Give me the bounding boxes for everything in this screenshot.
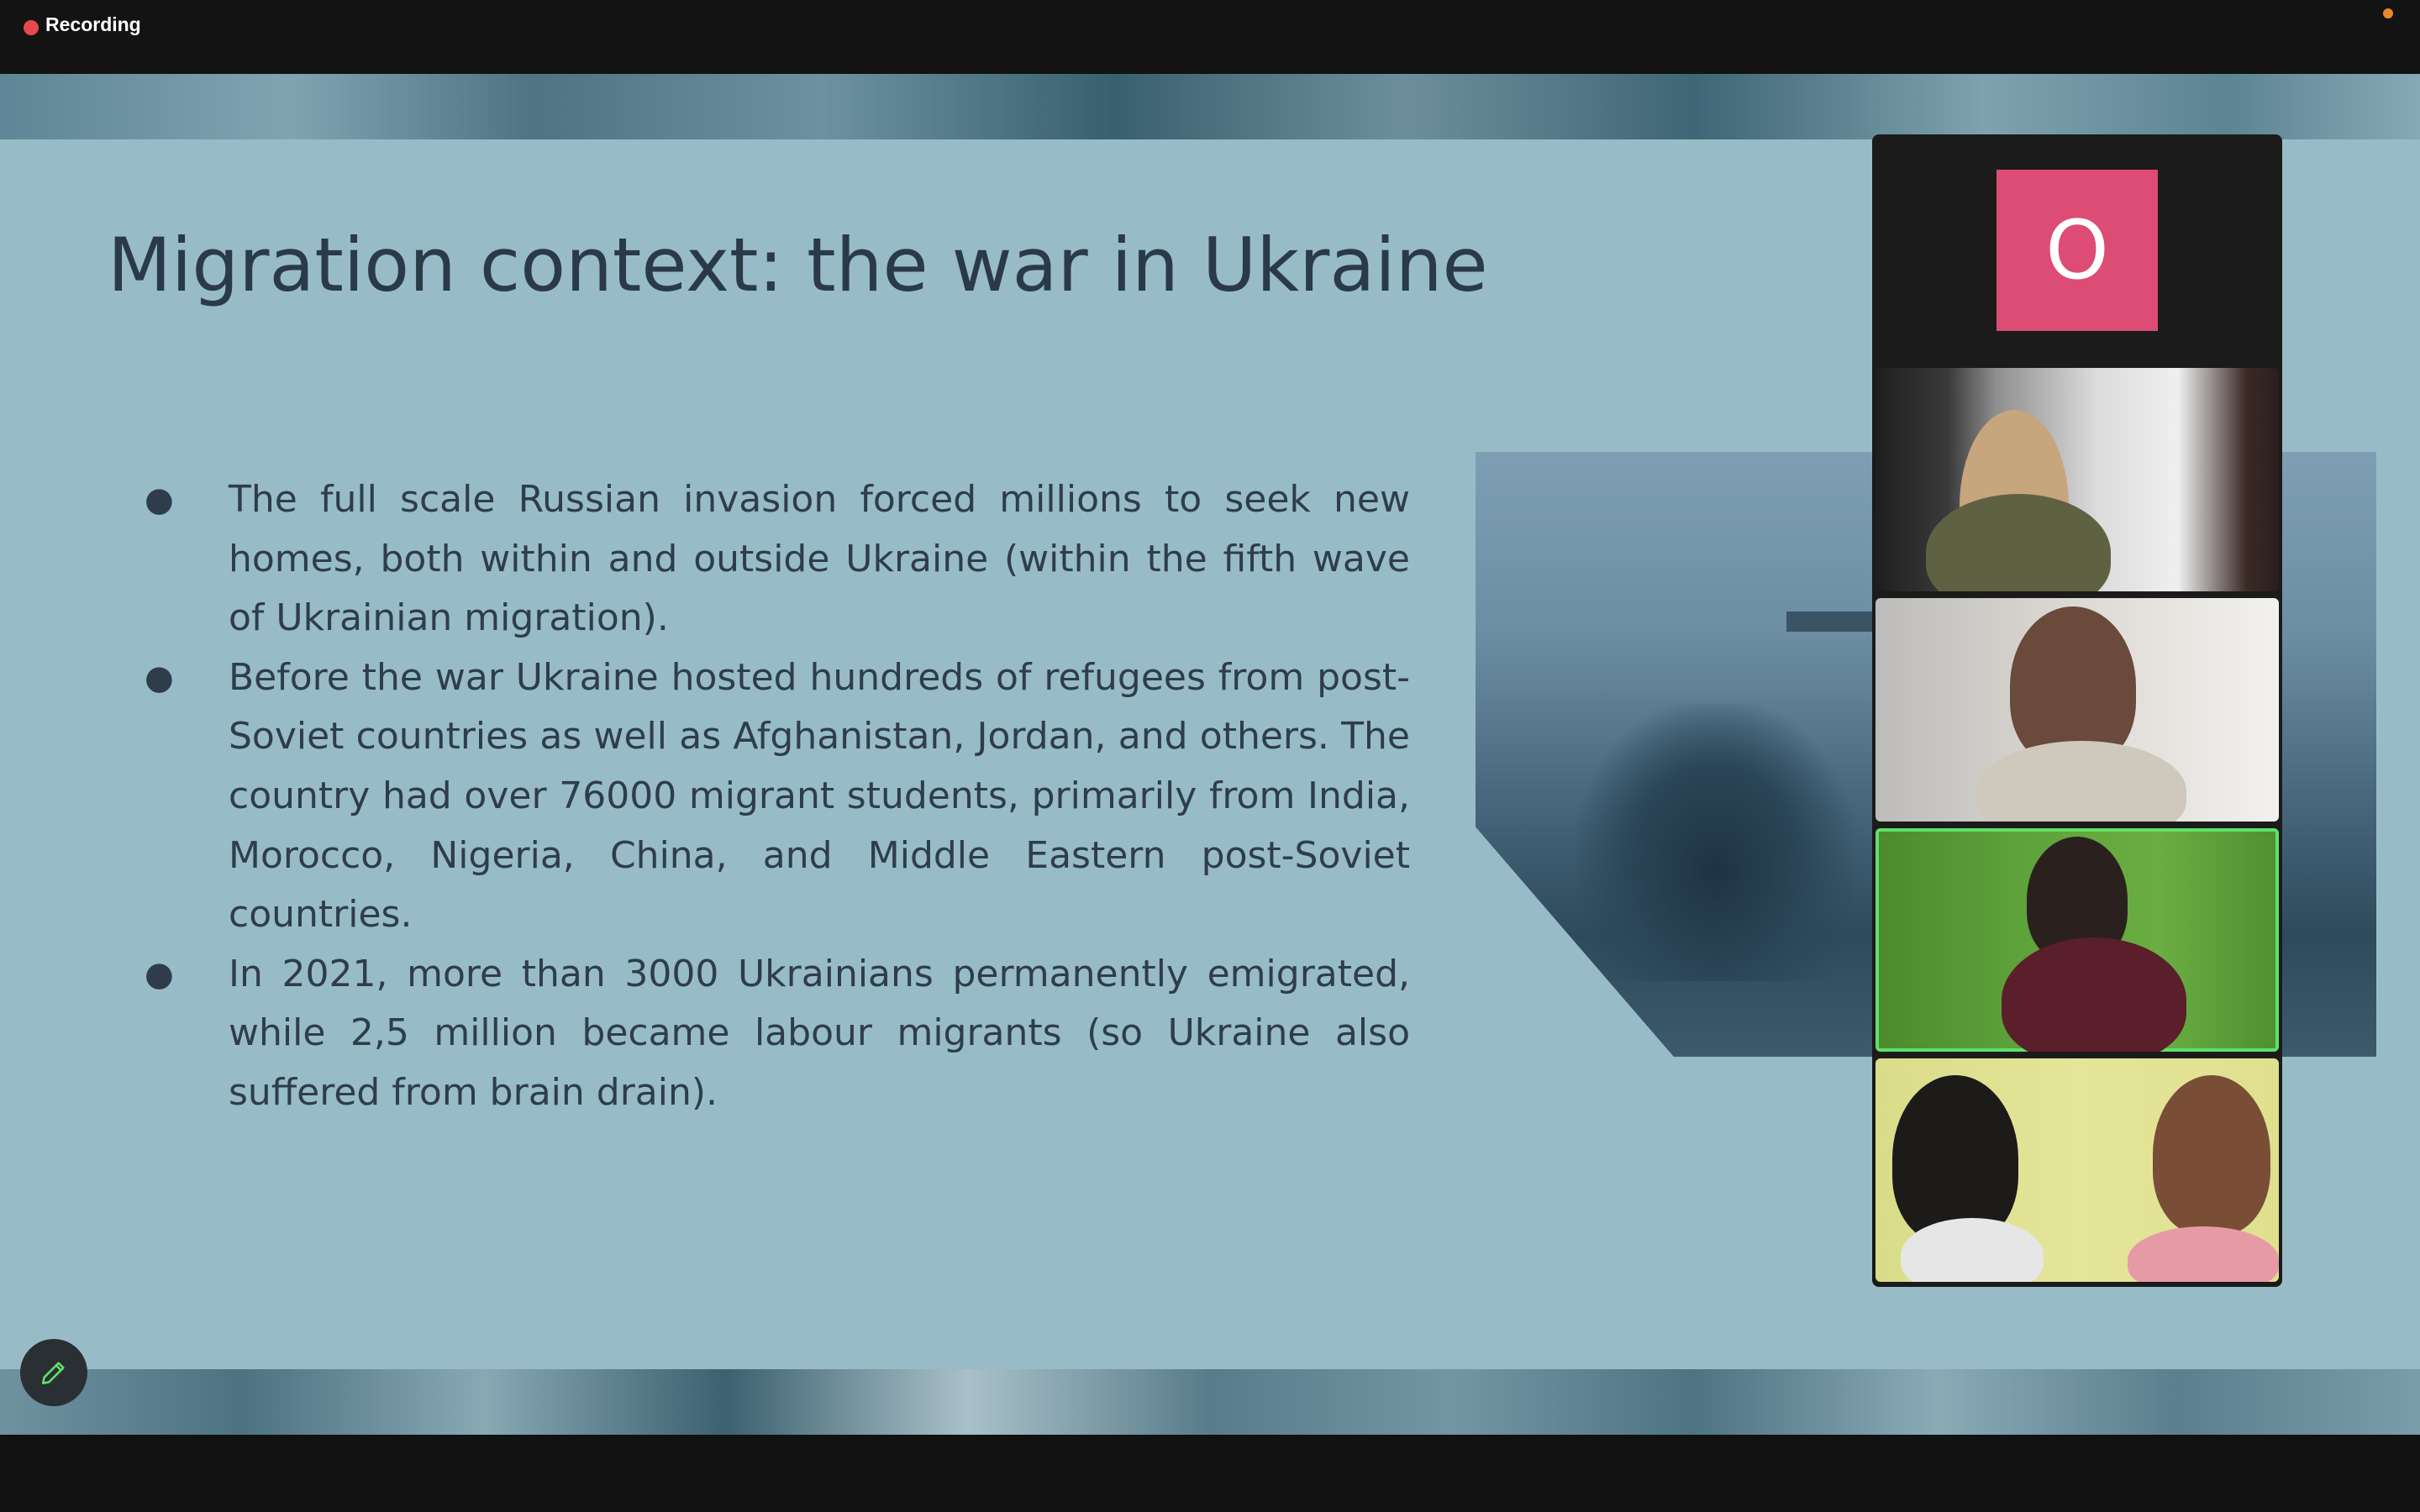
slide-banner-bottom (0, 1369, 2420, 1435)
participant-figure (2128, 1226, 2279, 1282)
photo-crowd (1576, 704, 1854, 981)
meeting-top-bar (0, 0, 2420, 74)
participant-figure (2153, 1075, 2270, 1235)
bullet-item (141, 470, 1410, 648)
recording-label[interactable]: Recording (45, 13, 141, 35)
participant-figure (1976, 741, 2186, 822)
bullet-icon: ● (145, 954, 174, 994)
participant-video-panel (1872, 134, 2282, 1287)
avatar: O (1996, 170, 2158, 331)
status-indicator-icon (2383, 8, 2393, 18)
participant-tile-video-4[interactable] (1876, 1058, 2279, 1282)
pencil-icon (39, 1358, 68, 1387)
participant-figure (1926, 494, 2111, 591)
slide-bullet-list (141, 470, 1410, 1123)
participant-figure (1901, 1218, 2044, 1282)
bullet-icon: ● (145, 480, 174, 519)
participant-tile-video-3-active-speaker[interactable] (1876, 828, 2279, 1052)
bullet-icon: ● (145, 658, 174, 697)
bullet-text: The full scale Russian invasion forced millions to seek new homes, both within and outside Ukraine (within the fifth wave of Ukrainian migration). (229, 478, 1410, 640)
annotate-button[interactable] (20, 1339, 87, 1406)
participant-tile-avatar[interactable] (1872, 134, 2282, 363)
bullet-text: In 2021, more than 3000 Ukrainians permanently emigrated, while 2,5 million became labour migrants (so Ukraine also suffered from brain drain). (229, 952, 1410, 1114)
bullet-text: Before the war Ukraine hosted hundreds of refugees from post-Soviet countries as well as Afghanistan, Jordan, and others. The country had over 76000 migrant students, primarily from India, Morocco, Nigeria, China, and Middle Eastern post-Soviet countries. (229, 655, 1410, 937)
bullet-item (141, 648, 1410, 945)
participant-tile-video-1[interactable] (1876, 368, 2279, 591)
slide-title: Migration context: the war in Ukraine (108, 222, 1488, 308)
recording-dot-icon (24, 20, 39, 35)
participant-figure (2002, 937, 2186, 1052)
participant-tile-video-2[interactable] (1876, 598, 2279, 822)
bullet-item (141, 945, 1410, 1123)
participant-figure (1892, 1075, 2018, 1243)
slide-banner-top (0, 74, 2420, 139)
